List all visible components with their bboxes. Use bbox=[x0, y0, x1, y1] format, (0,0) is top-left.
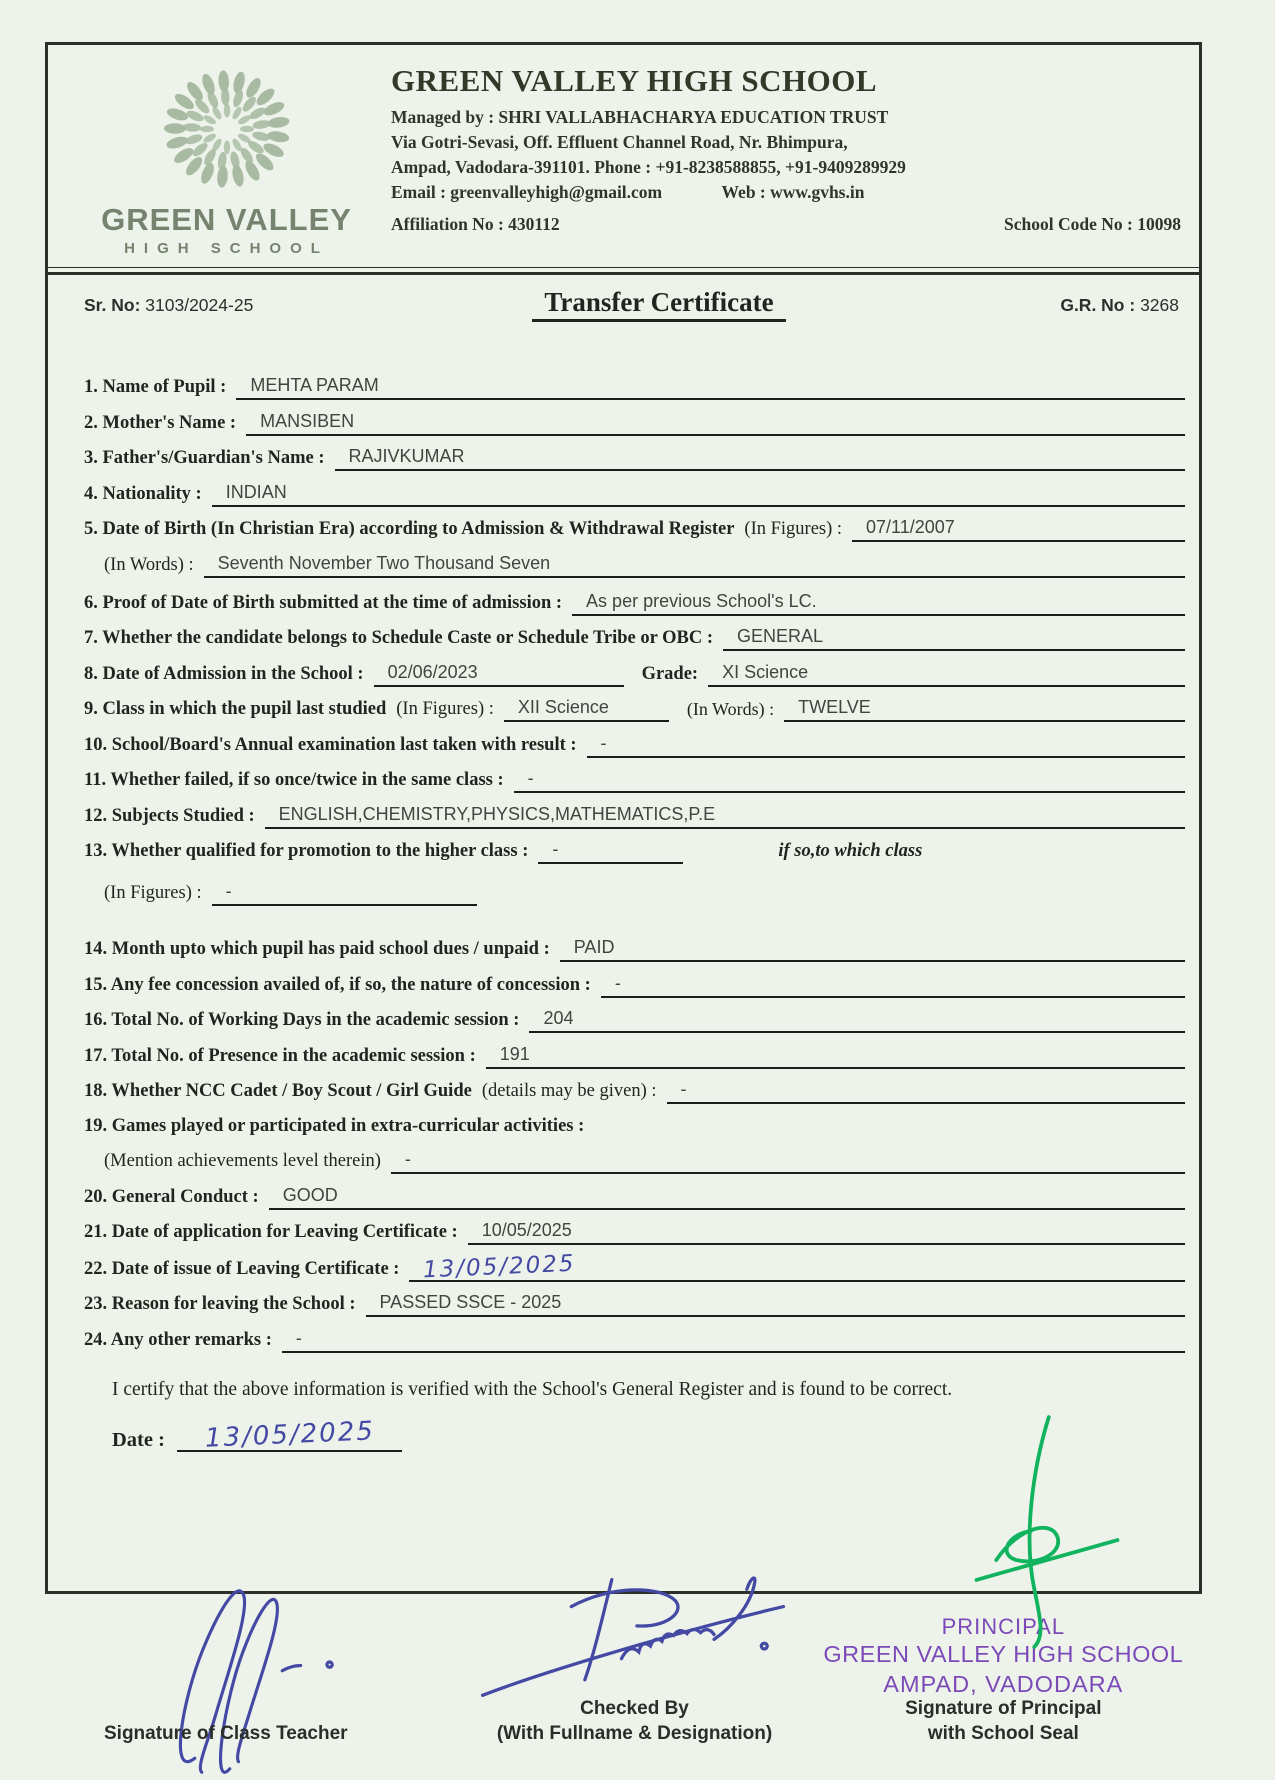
field-value bbox=[282, 1327, 1185, 1353]
class-teacher-label: Signature of Class Teacher bbox=[104, 1722, 348, 1744]
signature-row bbox=[84, 1462, 1185, 1747]
field-row-26 bbox=[84, 1291, 1185, 1317]
field-value-text: - bbox=[404, 1149, 411, 1169]
field-label: 3. Father's/Guardian's Name : bbox=[84, 448, 325, 468]
field-label: 16. Total No. of Working Days in the academic session : bbox=[84, 1010, 520, 1030]
field-label: 15. Any fee concession availed of, if so, the nature of concession : bbox=[84, 974, 591, 995]
field-value bbox=[391, 1148, 1185, 1174]
logo-starburst-icon bbox=[117, 67, 337, 195]
field-sublabel: (In Words) : bbox=[686, 699, 775, 719]
email: Email : greenvalleyhigh@gmail.com bbox=[391, 181, 663, 202]
field-value-text: - bbox=[614, 972, 621, 993]
field-value bbox=[723, 625, 1185, 651]
field-label: 13. Whether qualified for promotion to the higher class : bbox=[84, 841, 529, 861]
checked-by-label: Checked By bbox=[580, 1698, 689, 1720]
field-value bbox=[246, 410, 1185, 436]
gr-number: G.R. No : 3268 bbox=[1060, 295, 1179, 315]
field-value bbox=[538, 838, 683, 864]
field-value-text: 204 bbox=[543, 1008, 574, 1028]
field-value-text: PASSED SSCE - 2025 bbox=[379, 1292, 562, 1312]
field-value-text: - bbox=[680, 1079, 687, 1099]
field-label: (In Words) : bbox=[104, 554, 194, 575]
field-label: 11. Whether failed, if so once/twice in the same class : bbox=[84, 770, 504, 790]
field-row-18 bbox=[84, 1007, 1185, 1033]
field-value-text: 07/11/2007 bbox=[866, 517, 955, 537]
field-row-7 bbox=[84, 590, 1185, 616]
field-value bbox=[468, 1219, 1185, 1245]
codes-line bbox=[391, 214, 1185, 235]
field-row-9 bbox=[84, 661, 1185, 687]
field-note: if so,to which class bbox=[778, 841, 923, 861]
field-value-text: RAJIVKUMAR bbox=[348, 446, 465, 466]
field-row-24 bbox=[84, 1219, 1185, 1245]
principal-sublabel: with School Seal bbox=[927, 1722, 1079, 1744]
stamp-line-1: PRINCIPAL bbox=[941, 1613, 1066, 1639]
field-label: 20. General Conduct : bbox=[84, 1186, 259, 1207]
field-value-text: MANSIBEN bbox=[260, 410, 355, 431]
field-label: 14. Month upto which pupil has paid school dues / unpaid : bbox=[84, 939, 550, 959]
field-sublabel: Grade: bbox=[641, 663, 699, 684]
field-row-21 bbox=[84, 1114, 1185, 1139]
school-name: GREEN VALLEY HIGH SCHOOL bbox=[391, 63, 878, 98]
field-label: (In Figures) : bbox=[744, 519, 843, 539]
field-row-2 bbox=[84, 410, 1185, 436]
field-value bbox=[236, 374, 1185, 400]
field-row-11 bbox=[84, 732, 1185, 758]
field-label: (Mention achievements level therein) bbox=[104, 1151, 381, 1171]
field-row-23 bbox=[84, 1184, 1185, 1210]
date-label: Date : bbox=[112, 1428, 165, 1451]
field-value bbox=[784, 696, 1185, 722]
field-label: 19. Games played or participated in extra-curricular activities : bbox=[84, 1115, 585, 1136]
field-value-text: XI Science bbox=[722, 661, 809, 682]
field-value bbox=[212, 481, 1185, 507]
field-value bbox=[587, 732, 1185, 758]
stamp-line-2: GREEN VALLEY HIGH SCHOOL bbox=[823, 1641, 1184, 1668]
certificate-frame bbox=[45, 42, 1202, 1744]
field-value bbox=[572, 590, 1185, 616]
field-value bbox=[366, 1291, 1185, 1317]
field-value-text: - bbox=[295, 1327, 302, 1348]
principal-signature-block bbox=[822, 1462, 1185, 1747]
field-value-text: - bbox=[527, 768, 534, 788]
field-value-text: As per previous School's LC. bbox=[586, 590, 817, 611]
affiliation-no: Affiliation No : 430112 bbox=[391, 214, 560, 235]
field-row-3 bbox=[84, 445, 1185, 471]
field-row-17 bbox=[84, 972, 1185, 998]
field-value-text: TWELVE bbox=[798, 697, 871, 717]
field-row-22 bbox=[84, 1148, 1185, 1174]
field-value bbox=[265, 803, 1185, 829]
field-label: 2. Mother's Name : bbox=[84, 412, 237, 433]
field-value bbox=[374, 661, 624, 687]
field-label: 21. Date of application for Leaving Certificate : bbox=[84, 1222, 458, 1242]
checked-by-signature bbox=[474, 1568, 794, 1703]
address-line-2: Ampad, Vadodara-391101. Phone : +91-8238588855, +91-9409289929 bbox=[391, 156, 906, 177]
field-row-12 bbox=[84, 767, 1185, 793]
field-label: 5. Date of Birth (In Christian Era) according to Admission & Withdrawal Register bbox=[84, 519, 735, 539]
class-teacher-signature-block bbox=[84, 1462, 447, 1747]
field-label: (details may be given) : bbox=[481, 1081, 657, 1101]
field-row-25 bbox=[84, 1250, 1185, 1283]
field-label: 17. Total No. of Presence in the academic session : bbox=[84, 1045, 476, 1066]
field-row-19 bbox=[84, 1043, 1185, 1069]
field-label: 8. Date of Admission in the School : bbox=[84, 663, 364, 684]
website: Web : www.gvhs.in bbox=[721, 181, 865, 202]
field-row-4 bbox=[84, 481, 1185, 507]
field-row-1 bbox=[84, 374, 1185, 400]
field-value-text: GOOD bbox=[282, 1184, 338, 1205]
school-code-no: School Code No : 10098 bbox=[1004, 214, 1181, 235]
school-info bbox=[369, 61, 1185, 235]
field-label: (In Figures) : bbox=[104, 883, 202, 903]
field-label: 12. Subjects Studied : bbox=[84, 805, 255, 826]
field-value-text: XII Science bbox=[517, 697, 609, 717]
field-value bbox=[852, 516, 1185, 542]
field-value-text: INDIAN bbox=[225, 481, 287, 502]
field-label: 24. Any other remarks : bbox=[84, 1329, 272, 1350]
field-row-8 bbox=[84, 625, 1185, 651]
address-line-1: Via Gotri-Sevasi, Off. Effluent Channel Road, Nr. Bhimpura, bbox=[391, 131, 848, 152]
field-value-text: PAID bbox=[573, 937, 615, 957]
field-value bbox=[486, 1043, 1185, 1069]
field-value-text: ENGLISH,CHEMISTRY,PHYSICS,MATHEMATICS,P.E bbox=[278, 803, 716, 824]
field-value-text: 10/05/2025 bbox=[481, 1220, 572, 1240]
field-row-10 bbox=[84, 696, 1185, 722]
field-row-20 bbox=[84, 1078, 1185, 1104]
certificate-title: Transfer Certificate bbox=[349, 287, 969, 322]
title-row bbox=[84, 287, 1185, 322]
field-label: 9. Class in which the pupil last studied bbox=[84, 699, 387, 719]
field-value-text: - bbox=[600, 732, 607, 753]
logo-wordmark: GREEN VALLEY bbox=[101, 202, 352, 237]
checked-by-sublabel: (With Fullname & Designation) bbox=[496, 1722, 773, 1744]
field-value bbox=[601, 972, 1185, 998]
fields bbox=[84, 374, 1185, 1353]
field-label: 4. Nationality : bbox=[84, 483, 202, 504]
field-row-5 bbox=[84, 516, 1185, 542]
handwritten-value-text: 13/05/2025 bbox=[422, 1250, 577, 1283]
field-value-text: - bbox=[225, 881, 232, 901]
field-value-text: MEHTA PARAM bbox=[250, 375, 379, 395]
field-label: 23. Reason for leaving the School : bbox=[84, 1294, 356, 1314]
field-label: (In Figures) : bbox=[396, 699, 494, 719]
field-value bbox=[204, 552, 1185, 578]
field-value-text: GENERAL bbox=[737, 626, 824, 646]
field-value bbox=[708, 661, 1185, 687]
stamp-line-3: AMPAD, VADODARA bbox=[883, 1670, 1124, 1697]
checked-by-signature-block bbox=[447, 1462, 821, 1747]
field-row-27 bbox=[84, 1327, 1185, 1353]
field-value bbox=[560, 936, 1185, 962]
serial-number: Sr. No: 3103/2024-25 bbox=[84, 295, 254, 315]
field-row-15 bbox=[84, 880, 1185, 906]
field-value bbox=[409, 1250, 1185, 1283]
field-label: 22. Date of issue of Leaving Certificate : bbox=[84, 1258, 400, 1279]
letterhead bbox=[84, 61, 1185, 257]
field-value bbox=[335, 445, 1186, 471]
field-value bbox=[514, 767, 1185, 793]
field-value-text: 02/06/2023 bbox=[387, 661, 478, 682]
school-logo bbox=[84, 61, 369, 257]
field-value bbox=[667, 1078, 1186, 1104]
field-label: 18. Whether NCC Cadet / Boy Scout / Girl Guide bbox=[84, 1081, 472, 1101]
logo-wordmark-sub: HIGH SCHOOL bbox=[124, 240, 329, 257]
field-row-14 bbox=[84, 838, 1185, 864]
field-value-text: 191 bbox=[499, 1043, 530, 1064]
field-label: 7. Whether the candidate belongs to Schedule Caste or Schedule Tribe or OBC : bbox=[84, 628, 714, 648]
contact-line bbox=[391, 180, 1185, 205]
field-value-text: Seventh November Two Thousand Seven bbox=[217, 552, 551, 573]
field-label: 10. School/Board's Annual examination last taken with result : bbox=[84, 734, 577, 755]
class-teacher-signature bbox=[144, 1565, 354, 1780]
field-value bbox=[529, 1007, 1185, 1033]
field-row-16 bbox=[84, 936, 1185, 962]
field-row-13 bbox=[84, 803, 1185, 829]
field-label: 6. Proof of Date of Birth submitted at the time of admission : bbox=[84, 592, 563, 613]
field-row-6 bbox=[84, 552, 1185, 578]
principal-label: Signature of Principal bbox=[905, 1698, 1102, 1720]
field-value bbox=[504, 696, 669, 722]
certification-statement: I certify that the above information is verified with the School's General Register and is found to be correct. bbox=[112, 1378, 953, 1400]
field-label: 1. Name of Pupil : bbox=[84, 377, 227, 397]
date-value: 13/05/2025 bbox=[177, 1423, 402, 1452]
field-value bbox=[212, 880, 477, 906]
header-separator bbox=[48, 267, 1199, 275]
principal-signature bbox=[939, 1404, 1129, 1659]
field-value-text: - bbox=[552, 839, 559, 859]
field-value bbox=[269, 1184, 1185, 1210]
managed-by: Managed by : SHRI VALLABHACHARYA EDUCATION TRUST bbox=[391, 107, 889, 127]
